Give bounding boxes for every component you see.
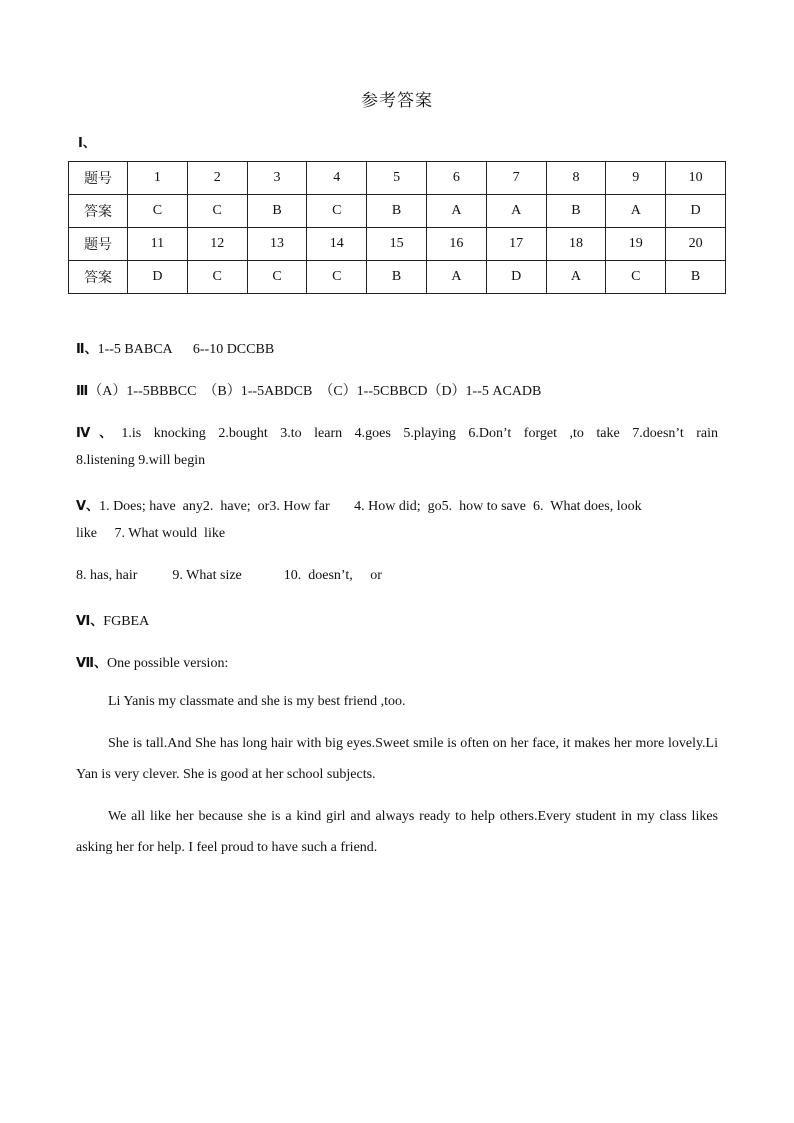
section-3-text: （A）1--5BBBCC （B）1--5ABDCB （C）1--5CBBCD（D）1--5 ACADB xyxy=(88,384,542,399)
table-cell: 2 xyxy=(187,162,247,195)
table-cell: 9 xyxy=(606,162,666,195)
table-cell: D xyxy=(486,261,546,294)
table-cell: 11 xyxy=(128,228,188,261)
table-cell: C xyxy=(307,195,367,228)
table-cell: B xyxy=(666,261,726,294)
table-cell: 14 xyxy=(307,228,367,261)
table-cell: 16 xyxy=(426,228,486,261)
table-cell: B xyxy=(367,261,427,294)
table-cell: D xyxy=(128,261,188,294)
table-cell: 6 xyxy=(426,162,486,195)
table-cell: 5 xyxy=(367,162,427,195)
table-cell: B xyxy=(247,195,307,228)
table-cell: 18 xyxy=(546,228,606,261)
section-4-line-1-text: 1.is knocking 2.bought 3.to learn 4.goes 5.playing 6.Don’t forget ,to take 7.doesn’t rain xyxy=(121,426,718,441)
essay-paragraph-3: We all like her because she is a kind girl and always ready to help others.Every student in my class likes asking her for help. I feel proud to have such a friend. xyxy=(76,809,718,855)
table-cell: 17 xyxy=(486,228,546,261)
table-cell: 3 xyxy=(247,162,307,195)
table-cell: A xyxy=(486,195,546,228)
table-cell: 19 xyxy=(606,228,666,261)
section-2-label: Ⅱ、 xyxy=(76,342,98,357)
table-cell: B xyxy=(546,195,606,228)
section-7 xyxy=(76,652,718,672)
table-cell: 20 xyxy=(666,228,726,261)
section-4-line-2: 8.listening 9.will begin xyxy=(76,453,206,468)
page-title: 参考答案 xyxy=(361,91,433,111)
table-cell: C xyxy=(307,261,367,294)
section-3 xyxy=(76,380,718,400)
section-7-label: Ⅶ、 xyxy=(76,656,108,671)
table-row xyxy=(69,261,726,294)
table-cell: 12 xyxy=(187,228,247,261)
section-6-label: Ⅵ、 xyxy=(76,614,104,629)
table-cell: 10 xyxy=(666,162,726,195)
table-cell: C xyxy=(128,195,188,228)
section-7-intro: One possible version: xyxy=(107,656,229,671)
table-cell: C xyxy=(187,195,247,228)
table-cell: A xyxy=(606,195,666,228)
table-cell: A xyxy=(426,261,486,294)
table-cell: C xyxy=(247,261,307,294)
section-3-label: Ⅲ xyxy=(76,384,89,399)
row-header: 答案 xyxy=(69,261,128,294)
section-4-line-1 xyxy=(76,422,718,442)
table-cell: A xyxy=(546,261,606,294)
table-cell: C xyxy=(606,261,666,294)
section-6 xyxy=(76,610,718,630)
table-cell: C xyxy=(187,261,247,294)
answer-table xyxy=(68,161,726,294)
section-5-line-1-text: 1. Does; have any2. have; or3. How far 4. How did; go5. how to save 6. What does, look xyxy=(99,499,642,514)
table-row xyxy=(69,162,726,195)
table-cell: 15 xyxy=(367,228,427,261)
row-header: 题号 xyxy=(69,162,128,195)
section-2-text: 1--5 BABCA 6--10 DCCBB xyxy=(97,342,275,357)
table-cell: A xyxy=(426,195,486,228)
table-cell: 8 xyxy=(546,162,606,195)
section-5-line-2: like 7. What would like xyxy=(76,526,226,541)
row-header: 答案 xyxy=(69,195,128,228)
table-cell: 4 xyxy=(307,162,367,195)
table-row xyxy=(69,195,726,228)
section-2 xyxy=(76,338,718,358)
row-header: 题号 xyxy=(69,228,128,261)
section-5-line-3: 8. has, hair 9. What size 10. doesn’t, or xyxy=(76,568,382,583)
table-cell: 7 xyxy=(486,162,546,195)
table-row xyxy=(69,228,726,261)
section-6-text: FGBEA xyxy=(103,614,150,629)
table-cell: B xyxy=(367,195,427,228)
section-1-label: Ⅰ、 xyxy=(78,136,96,151)
section-4-label: Ⅳ、 xyxy=(76,426,122,441)
section-5-label: Ⅴ、 xyxy=(76,499,100,514)
essay-paragraph-1: Li Yanis my classmate and she is my best friend ,too. xyxy=(108,694,406,709)
essay-paragraph-2: She is tall.And She has long hair with big eyes.Sweet smile is often on her face, it makes her more lovely.Li Yan is very clever. She is good at her school subjects. xyxy=(76,736,718,782)
section-5-line-1 xyxy=(76,495,718,515)
table-cell: D xyxy=(666,195,726,228)
table-cell: 1 xyxy=(128,162,188,195)
table-cell: 13 xyxy=(247,228,307,261)
